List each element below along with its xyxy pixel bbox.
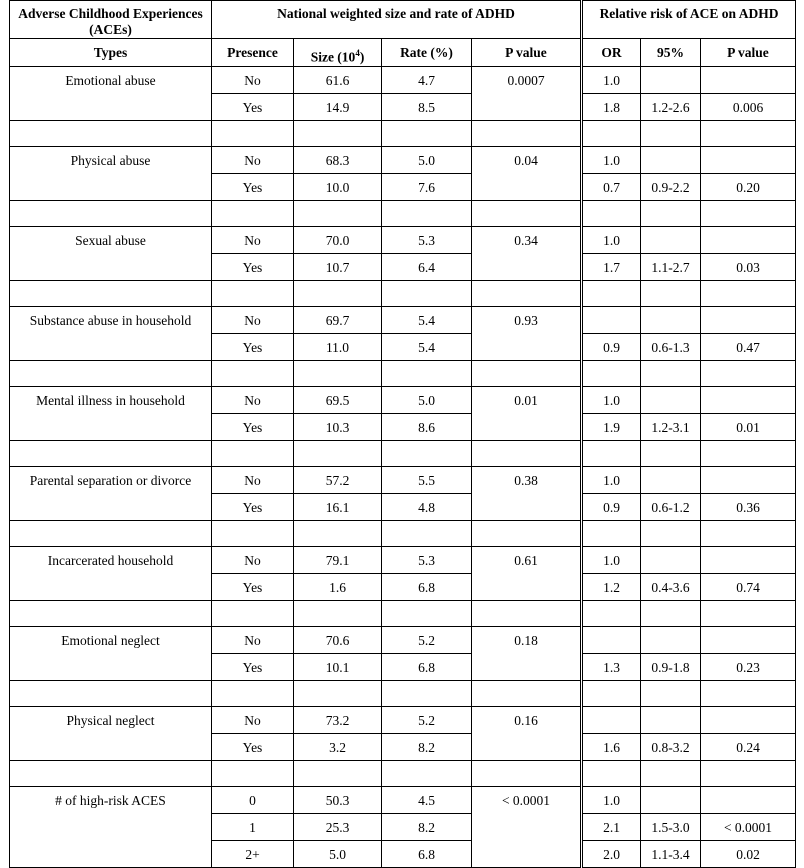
spacer-cell bbox=[10, 360, 212, 386]
header-column-row bbox=[10, 39, 796, 67]
size-cell: 57.2 bbox=[294, 466, 382, 493]
pvalue-2-cell: < 0.0001 bbox=[701, 813, 796, 840]
spacer-row bbox=[10, 760, 796, 786]
spacer-row bbox=[10, 200, 796, 226]
spacer-row bbox=[10, 280, 796, 306]
spacer-cell bbox=[701, 360, 796, 386]
table-row bbox=[10, 546, 796, 573]
presence-cell: Yes bbox=[212, 413, 294, 440]
rate-cell: 5.4 bbox=[382, 306, 472, 333]
spacer-cell bbox=[382, 520, 472, 546]
spacer-cell bbox=[472, 760, 582, 786]
or-cell: 1.8 bbox=[582, 93, 641, 120]
presence-cell: No bbox=[212, 306, 294, 333]
spacer-cell bbox=[472, 200, 582, 226]
spacer-cell bbox=[641, 680, 701, 706]
ci-cell bbox=[641, 66, 701, 93]
spacer-cell bbox=[701, 280, 796, 306]
presence-cell: 1 bbox=[212, 813, 294, 840]
presence-cell: Yes bbox=[212, 493, 294, 520]
spacer-cell bbox=[582, 600, 641, 626]
pvalue-2-cell: 0.36 bbox=[701, 493, 796, 520]
spacer-cell bbox=[582, 280, 641, 306]
table-row bbox=[10, 786, 796, 813]
aces-type-cell: Physical abuse bbox=[10, 146, 212, 200]
pvalue-cell: 0.04 bbox=[472, 146, 582, 200]
ci-cell: 0.4-3.6 bbox=[641, 573, 701, 600]
spacer-cell bbox=[582, 760, 641, 786]
spacer-row bbox=[10, 440, 796, 466]
col-rate: Rate (%) bbox=[382, 39, 472, 67]
size-cell: 69.7 bbox=[294, 306, 382, 333]
or-cell: 0.7 bbox=[582, 173, 641, 200]
spacer-cell bbox=[294, 200, 382, 226]
table-row bbox=[10, 706, 796, 733]
spacer-cell bbox=[10, 120, 212, 146]
rate-cell: 8.6 bbox=[382, 413, 472, 440]
pvalue-2-cell: 0.24 bbox=[701, 733, 796, 760]
size-cell: 79.1 bbox=[294, 546, 382, 573]
pvalue-2-cell bbox=[701, 146, 796, 173]
spacer-cell bbox=[294, 440, 382, 466]
spacer-cell bbox=[294, 360, 382, 386]
spacer-cell bbox=[641, 760, 701, 786]
spacer-cell bbox=[212, 120, 294, 146]
spacer-cell bbox=[582, 120, 641, 146]
or-cell: 1.6 bbox=[582, 733, 641, 760]
aces-type-cell: Parental separation or divorce bbox=[10, 466, 212, 520]
pvalue-cell: 0.38 bbox=[472, 466, 582, 520]
pvalue-cell: < 0.0001 bbox=[472, 786, 582, 867]
pvalue-2-cell: 0.74 bbox=[701, 573, 796, 600]
spacer-cell bbox=[641, 520, 701, 546]
pvalue-2-cell: 0.20 bbox=[701, 173, 796, 200]
spacer-cell bbox=[10, 280, 212, 306]
ci-cell: 1.2-3.1 bbox=[641, 413, 701, 440]
size-cell: 5.0 bbox=[294, 840, 382, 867]
spacer-cell bbox=[701, 520, 796, 546]
pvalue-2-cell bbox=[701, 386, 796, 413]
size-cell: 10.1 bbox=[294, 653, 382, 680]
or-cell: 1.0 bbox=[582, 466, 641, 493]
spacer-cell bbox=[10, 200, 212, 226]
spacer-cell bbox=[641, 360, 701, 386]
pvalue-cell: 0.16 bbox=[472, 706, 582, 760]
spacer-cell bbox=[641, 280, 701, 306]
ci-cell: 0.9-1.8 bbox=[641, 653, 701, 680]
presence-cell: Yes bbox=[212, 733, 294, 760]
spacer-cell bbox=[382, 600, 472, 626]
spacer-cell bbox=[10, 760, 212, 786]
spacer-cell bbox=[212, 440, 294, 466]
or-cell: 1.0 bbox=[582, 546, 641, 573]
size-cell: 73.2 bbox=[294, 706, 382, 733]
presence-cell: No bbox=[212, 386, 294, 413]
table-row bbox=[10, 146, 796, 173]
spacer-cell bbox=[582, 680, 641, 706]
pvalue-2-cell bbox=[701, 626, 796, 653]
ci-cell: 1.1-3.4 bbox=[641, 840, 701, 867]
spacer-cell bbox=[382, 760, 472, 786]
spacer-cell bbox=[294, 120, 382, 146]
presence-cell: Yes bbox=[212, 333, 294, 360]
spacer-cell bbox=[294, 760, 382, 786]
or-cell: 1.0 bbox=[582, 786, 641, 813]
table-row bbox=[10, 226, 796, 253]
presence-cell: No bbox=[212, 706, 294, 733]
presence-cell: No bbox=[212, 66, 294, 93]
presence-cell: No bbox=[212, 546, 294, 573]
presence-cell: 0 bbox=[212, 786, 294, 813]
aces-type-cell: # of high-risk ACES bbox=[10, 786, 212, 867]
size-cell: 10.3 bbox=[294, 413, 382, 440]
pvalue-2-cell bbox=[701, 786, 796, 813]
spacer-cell bbox=[472, 440, 582, 466]
pvalue-2-cell bbox=[701, 306, 796, 333]
rate-cell: 8.2 bbox=[382, 813, 472, 840]
size-cell: 50.3 bbox=[294, 786, 382, 813]
rate-cell: 5.0 bbox=[382, 386, 472, 413]
spacer-row bbox=[10, 680, 796, 706]
ci-cell bbox=[641, 786, 701, 813]
spacer-cell bbox=[382, 680, 472, 706]
aces-type-cell: Sexual abuse bbox=[10, 226, 212, 280]
table-row bbox=[10, 626, 796, 653]
spacer-row bbox=[10, 120, 796, 146]
presence-cell: Yes bbox=[212, 253, 294, 280]
or-cell bbox=[582, 306, 641, 333]
or-cell bbox=[582, 706, 641, 733]
ci-cell: 1.2-2.6 bbox=[641, 93, 701, 120]
presence-cell: Yes bbox=[212, 653, 294, 680]
pvalue-cell: 0.93 bbox=[472, 306, 582, 360]
size-cell: 1.6 bbox=[294, 573, 382, 600]
size-cell: 69.5 bbox=[294, 386, 382, 413]
ci-cell: 1.5-3.0 bbox=[641, 813, 701, 840]
spacer-cell bbox=[10, 440, 212, 466]
presence-cell: No bbox=[212, 626, 294, 653]
spacer-cell bbox=[582, 200, 641, 226]
aces-type-cell: Incarcerated household bbox=[10, 546, 212, 600]
rate-cell: 5.2 bbox=[382, 626, 472, 653]
spacer-cell bbox=[472, 360, 582, 386]
presence-cell: Yes bbox=[212, 93, 294, 120]
or-cell: 2.0 bbox=[582, 840, 641, 867]
pvalue-2-cell bbox=[701, 706, 796, 733]
aces-type-cell: Substance abuse in household bbox=[10, 306, 212, 360]
spacer-cell bbox=[294, 600, 382, 626]
presence-cell: No bbox=[212, 226, 294, 253]
ci-cell bbox=[641, 626, 701, 653]
rate-cell: 5.4 bbox=[382, 333, 472, 360]
size-cell: 10.0 bbox=[294, 173, 382, 200]
ci-cell: 0.9-2.2 bbox=[641, 173, 701, 200]
or-cell: 1.9 bbox=[582, 413, 641, 440]
col-size-label: Size (10 bbox=[310, 49, 356, 65]
rate-cell: 6.8 bbox=[382, 573, 472, 600]
spacer-cell bbox=[472, 680, 582, 706]
table-body bbox=[10, 66, 796, 867]
spacer-cell bbox=[382, 280, 472, 306]
spacer-cell bbox=[382, 360, 472, 386]
rate-cell: 8.5 bbox=[382, 93, 472, 120]
ci-cell bbox=[641, 706, 701, 733]
spacer-cell bbox=[382, 120, 472, 146]
or-cell: 1.2 bbox=[582, 573, 641, 600]
spacer-cell bbox=[701, 760, 796, 786]
spacer-cell bbox=[582, 360, 641, 386]
pvalue-2-cell bbox=[701, 466, 796, 493]
pvalue-cell: 0.34 bbox=[472, 226, 582, 280]
col-size-close: ) bbox=[359, 49, 365, 65]
spacer-cell bbox=[701, 600, 796, 626]
ci-cell: 0.6-1.2 bbox=[641, 493, 701, 520]
header-group-relative-risk: Relative risk of ACE on ADHD bbox=[582, 1, 796, 39]
pvalue-2-cell bbox=[701, 66, 796, 93]
aces-type-cell: Emotional neglect bbox=[10, 626, 212, 680]
ci-cell: 1.1-2.7 bbox=[641, 253, 701, 280]
spacer-cell bbox=[701, 680, 796, 706]
table-row bbox=[10, 306, 796, 333]
table-row bbox=[10, 386, 796, 413]
spacer-cell bbox=[701, 120, 796, 146]
presence-cell: No bbox=[212, 466, 294, 493]
header-group-aces: Adverse Childhood Experiences (ACEs) bbox=[10, 1, 212, 39]
presence-cell: Yes bbox=[212, 173, 294, 200]
spacer-cell bbox=[641, 120, 701, 146]
size-cell: 16.1 bbox=[294, 493, 382, 520]
or-cell: 1.0 bbox=[582, 146, 641, 173]
pvalue-2-cell: 0.03 bbox=[701, 253, 796, 280]
col-presence: Presence bbox=[212, 39, 294, 67]
aces-type-cell: Mental illness in household bbox=[10, 386, 212, 440]
spacer-cell bbox=[10, 600, 212, 626]
pvalue-cell: 0.01 bbox=[472, 386, 582, 440]
col-size-exponent: 4 bbox=[355, 48, 360, 58]
size-cell: 70.6 bbox=[294, 626, 382, 653]
pvalue-2-cell: 0.23 bbox=[701, 653, 796, 680]
pvalue-cell: 0.0007 bbox=[472, 66, 582, 120]
or-cell: 1.3 bbox=[582, 653, 641, 680]
spacer-cell bbox=[212, 280, 294, 306]
size-cell: 70.0 bbox=[294, 226, 382, 253]
ci-cell: 0.6-1.3 bbox=[641, 333, 701, 360]
table-row bbox=[10, 66, 796, 93]
ci-cell bbox=[641, 386, 701, 413]
col-or: OR bbox=[582, 39, 641, 67]
pvalue-2-cell bbox=[701, 546, 796, 573]
ci-cell bbox=[641, 466, 701, 493]
ci-cell bbox=[641, 546, 701, 573]
rate-cell: 4.8 bbox=[382, 493, 472, 520]
col-ci: 95% bbox=[641, 39, 701, 67]
spacer-cell bbox=[212, 360, 294, 386]
ci-cell bbox=[641, 306, 701, 333]
rate-cell: 5.2 bbox=[382, 706, 472, 733]
spacer-cell bbox=[212, 520, 294, 546]
or-cell: 0.9 bbox=[582, 333, 641, 360]
header-group-row bbox=[10, 1, 796, 39]
spacer-row bbox=[10, 520, 796, 546]
spacer-cell bbox=[382, 440, 472, 466]
spacer-cell bbox=[582, 440, 641, 466]
spacer-cell bbox=[472, 520, 582, 546]
rate-cell: 5.0 bbox=[382, 146, 472, 173]
col-pvalue-2: P value bbox=[701, 39, 796, 67]
or-cell: 1.0 bbox=[582, 226, 641, 253]
spacer-cell bbox=[294, 680, 382, 706]
or-cell: 0.9 bbox=[582, 493, 641, 520]
spacer-cell bbox=[472, 120, 582, 146]
pvalue-2-cell bbox=[701, 226, 796, 253]
ci-cell bbox=[641, 146, 701, 173]
spacer-cell bbox=[212, 200, 294, 226]
spacer-cell bbox=[294, 280, 382, 306]
spacer-cell bbox=[582, 520, 641, 546]
aces-type-cell: Physical neglect bbox=[10, 706, 212, 760]
size-cell: 68.3 bbox=[294, 146, 382, 173]
rate-cell: 8.2 bbox=[382, 733, 472, 760]
spacer-cell bbox=[641, 440, 701, 466]
rate-cell: 6.8 bbox=[382, 840, 472, 867]
presence-cell: No bbox=[212, 146, 294, 173]
rate-cell: 4.5 bbox=[382, 786, 472, 813]
size-cell: 14.9 bbox=[294, 93, 382, 120]
size-cell: 3.2 bbox=[294, 733, 382, 760]
rate-cell: 6.4 bbox=[382, 253, 472, 280]
pvalue-2-cell: 0.01 bbox=[701, 413, 796, 440]
rate-cell: 5.3 bbox=[382, 546, 472, 573]
header-group-national: National weighted size and rate of ADHD bbox=[212, 1, 582, 39]
pvalue-2-cell: 0.02 bbox=[701, 840, 796, 867]
col-pvalue: P value bbox=[472, 39, 582, 67]
spacer-cell bbox=[641, 600, 701, 626]
presence-cell: Yes bbox=[212, 573, 294, 600]
ci-cell bbox=[641, 226, 701, 253]
spacer-cell bbox=[472, 280, 582, 306]
rate-cell: 6.8 bbox=[382, 653, 472, 680]
or-cell: 1.0 bbox=[582, 66, 641, 93]
spacer-cell bbox=[641, 200, 701, 226]
table-row bbox=[10, 466, 796, 493]
rate-cell: 5.3 bbox=[382, 226, 472, 253]
spacer-cell bbox=[701, 200, 796, 226]
size-cell: 11.0 bbox=[294, 333, 382, 360]
pvalue-cell: 0.18 bbox=[472, 626, 582, 680]
rate-cell: 4.7 bbox=[382, 66, 472, 93]
or-cell: 1.7 bbox=[582, 253, 641, 280]
pvalue-2-cell: 0.006 bbox=[701, 93, 796, 120]
table-container bbox=[9, 0, 796, 868]
aces-type-cell: Emotional abuse bbox=[10, 66, 212, 120]
spacer-cell bbox=[294, 520, 382, 546]
rate-cell: 7.6 bbox=[382, 173, 472, 200]
col-types: Types bbox=[10, 39, 212, 67]
size-cell: 61.6 bbox=[294, 66, 382, 93]
or-cell: 1.0 bbox=[582, 386, 641, 413]
size-cell: 25.3 bbox=[294, 813, 382, 840]
spacer-row bbox=[10, 600, 796, 626]
spacer-cell bbox=[10, 680, 212, 706]
spacer-cell bbox=[701, 440, 796, 466]
or-cell bbox=[582, 626, 641, 653]
spacer-cell bbox=[10, 520, 212, 546]
spacer-cell bbox=[472, 600, 582, 626]
col-size bbox=[294, 39, 382, 67]
size-cell: 10.7 bbox=[294, 253, 382, 280]
rate-cell: 5.5 bbox=[382, 466, 472, 493]
or-cell: 2.1 bbox=[582, 813, 641, 840]
spacer-cell bbox=[212, 600, 294, 626]
spacer-cell bbox=[382, 200, 472, 226]
spacer-row bbox=[10, 360, 796, 386]
pvalue-cell: 0.61 bbox=[472, 546, 582, 600]
presence-cell: 2+ bbox=[212, 840, 294, 867]
aces-adhd-table bbox=[9, 0, 796, 868]
spacer-cell bbox=[212, 760, 294, 786]
ci-cell: 0.8-3.2 bbox=[641, 733, 701, 760]
pvalue-2-cell: 0.47 bbox=[701, 333, 796, 360]
spacer-cell bbox=[212, 680, 294, 706]
